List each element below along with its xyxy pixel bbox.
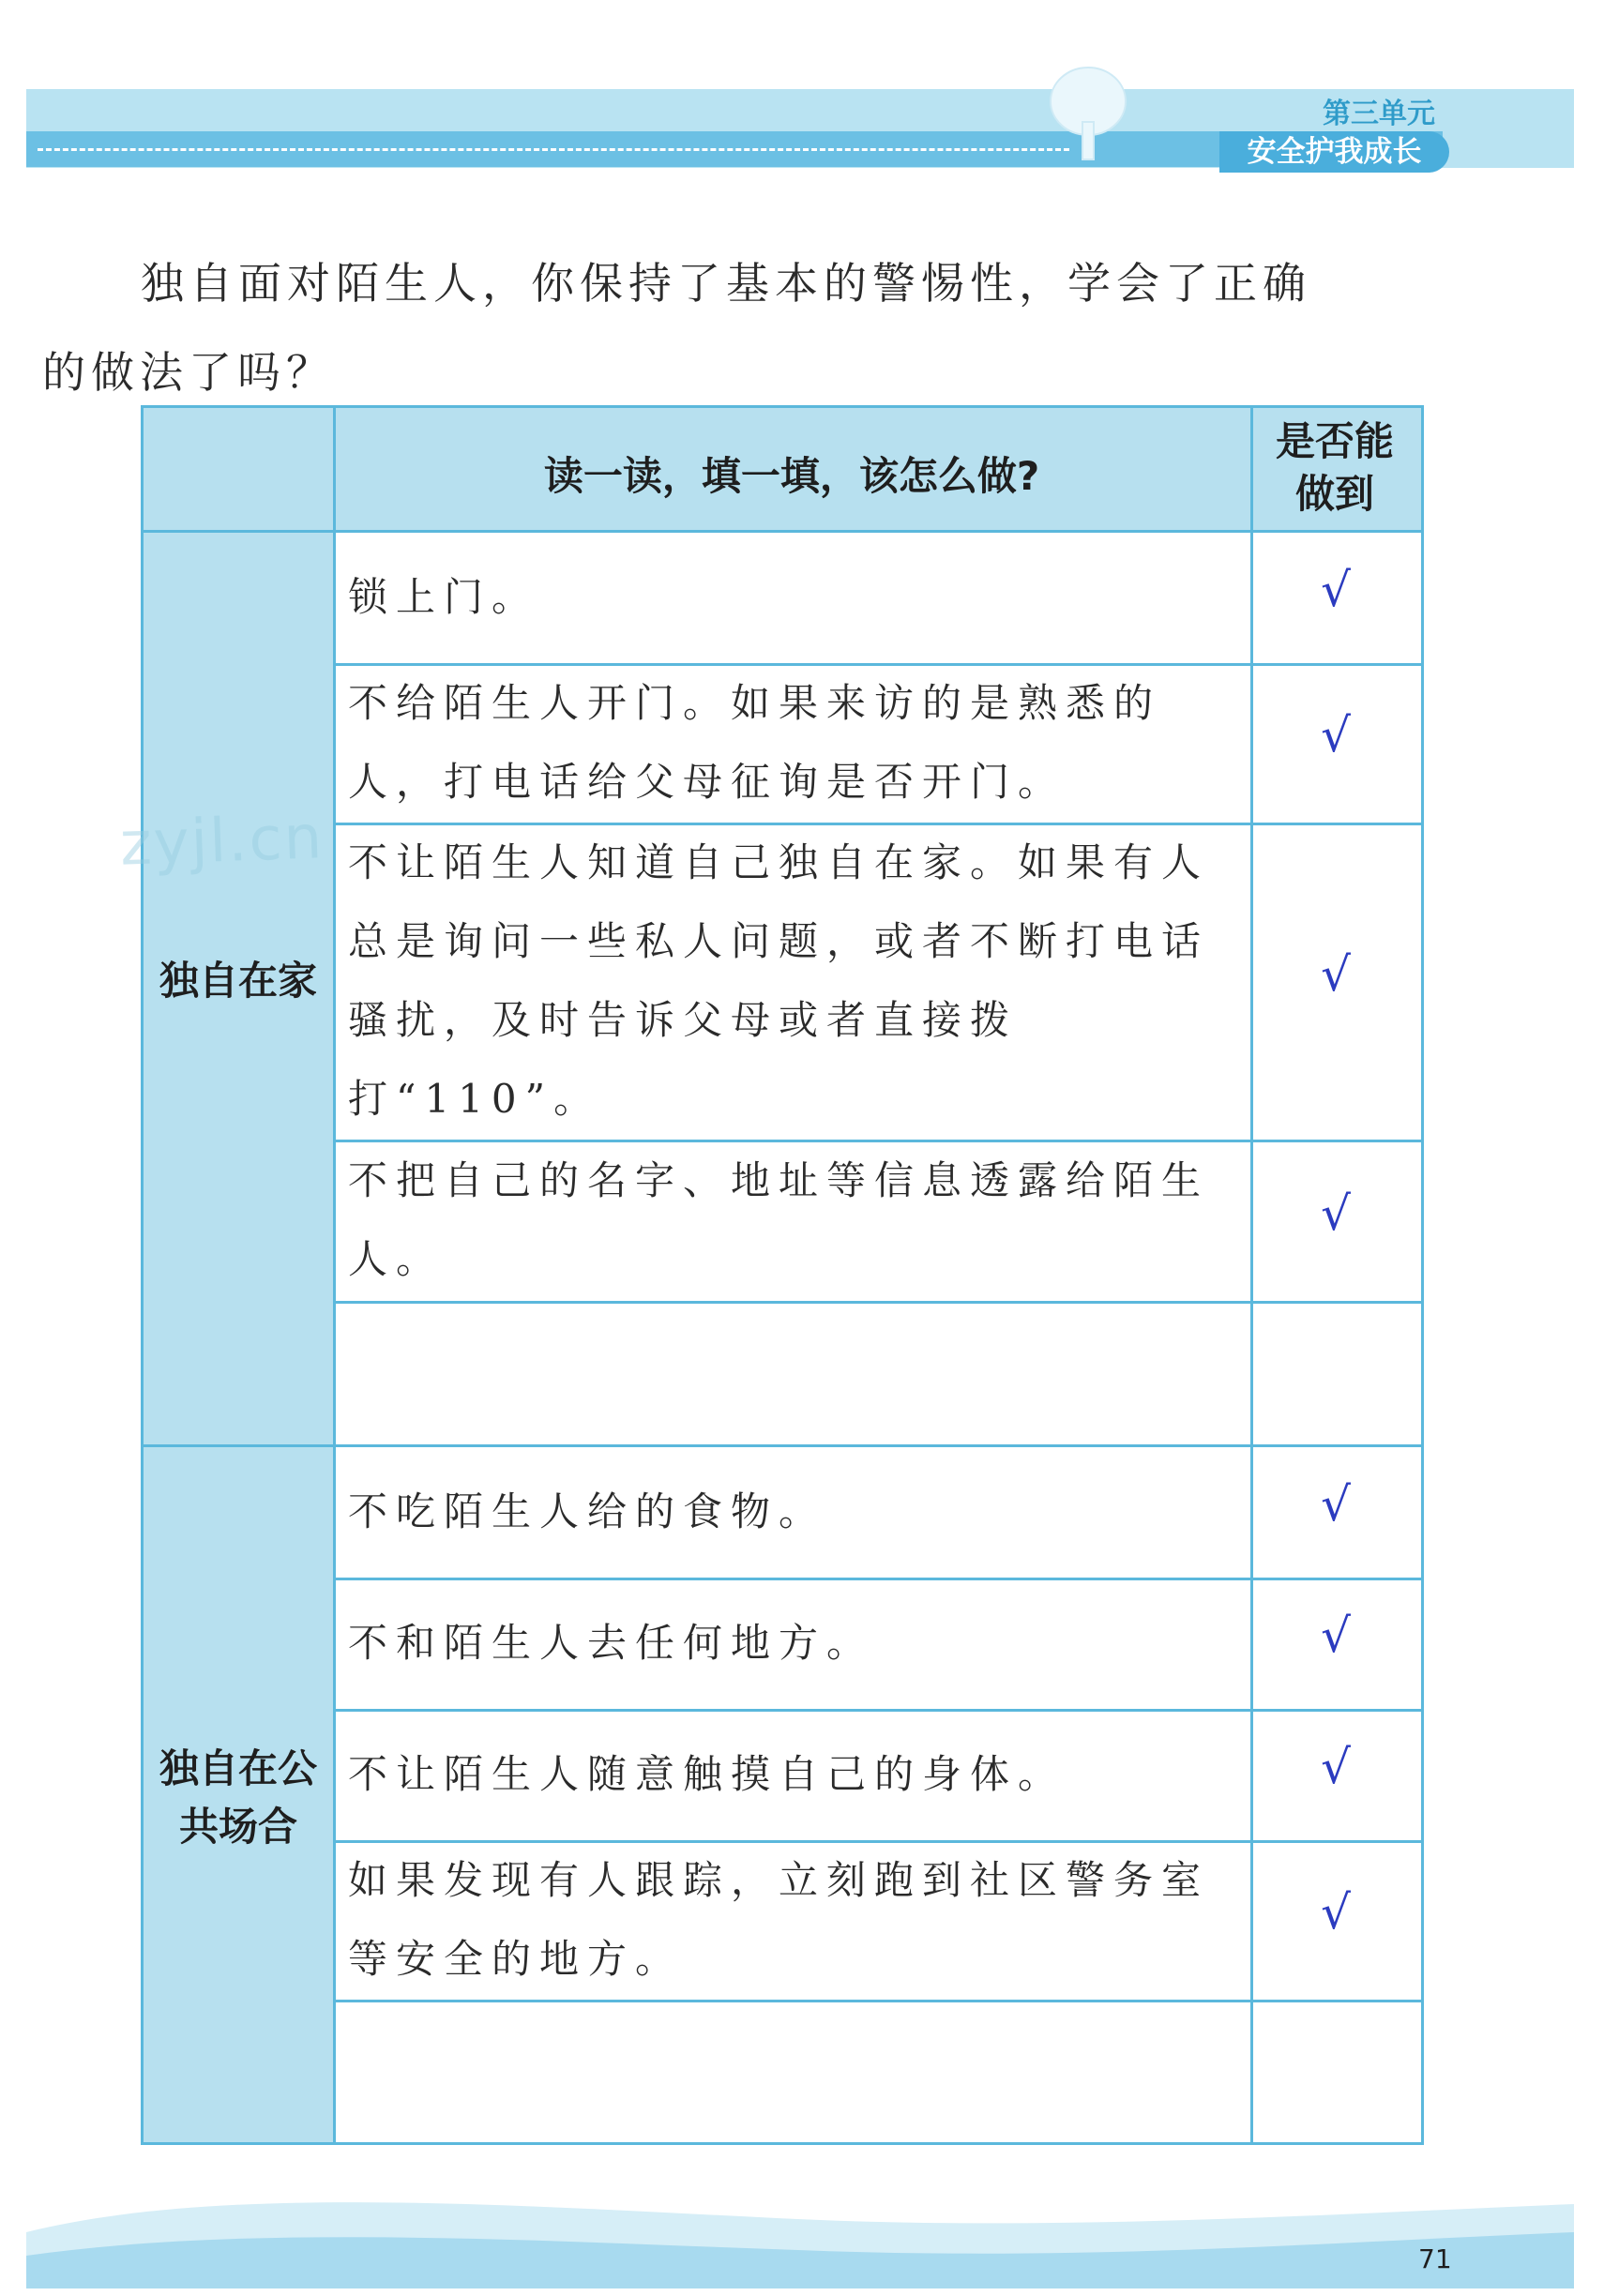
tree-icon <box>1046 64 1130 167</box>
grid-line <box>333 1578 1421 1580</box>
header-dashed-line <box>38 148 1069 151</box>
grid-line <box>333 1301 1421 1304</box>
table-row-text: 锁上门。 <box>348 574 540 620</box>
grid-line <box>333 408 336 2142</box>
grid-line <box>144 1444 1421 1447</box>
column-header-can-do: 是否能做到 <box>1275 418 1394 517</box>
unit-subtitle: 安全护我成长 <box>1219 131 1449 173</box>
check-mark: √ <box>1321 1885 1351 1940</box>
self-check-table <box>141 405 1424 2145</box>
check-mark: √ <box>1321 563 1351 617</box>
check-mark: √ <box>1321 708 1351 763</box>
watermark: zyjl.cn <box>118 803 325 880</box>
grid-line <box>333 2000 1421 2002</box>
table-row-text: 不和陌生人去任何地方。 <box>348 1620 875 1666</box>
check-mark: √ <box>1321 1740 1351 1794</box>
column-header-action: 读一读，填一填，该怎么做? <box>543 453 1040 499</box>
check-mark: √ <box>1321 1609 1351 1663</box>
category-label-public: 独自在公共场合 <box>159 1745 317 1850</box>
page-number: 71 <box>1418 2243 1452 2274</box>
intro-paragraph: 独自面对陌生人，你保持了基本的警惕性，学会了正确的做法了吗？ <box>42 258 1311 398</box>
table-row-text: 不让陌生人知道自己独自在家。如果有人总是询问一些私人问题，或者不断打电话骚扰，及时告诉父母或者直接拨打“110”。 <box>348 839 1210 1122</box>
unit-title: 第三单元 <box>1323 98 1435 130</box>
grid-line <box>333 1709 1421 1712</box>
table-row-text: 不把自己的名字、地址等信息透露给陌生人。 <box>348 1157 1210 1282</box>
grid-line <box>144 530 1421 533</box>
table-row-text: 不让陌生人随意触摸自己的身体。 <box>348 1751 1067 1797</box>
check-mark: √ <box>1321 947 1351 1002</box>
category-label-home: 独自在家 <box>159 958 317 1004</box>
table-row-text: 不给陌生人开门。如果来访的是熟悉的人，打电话给父母征询是否开门。 <box>348 680 1162 805</box>
table-row-text: 如果发现有人跟踪，立刻跑到社区警务室等安全的地方。 <box>348 1857 1210 1982</box>
check-mark: √ <box>1321 1477 1351 1532</box>
grid-line <box>1250 408 1253 2142</box>
check-mark: √ <box>1321 1186 1351 1241</box>
table-row-text: 不吃陌生人给的食物。 <box>348 1488 827 1534</box>
footer-wave <box>26 2176 1574 2288</box>
